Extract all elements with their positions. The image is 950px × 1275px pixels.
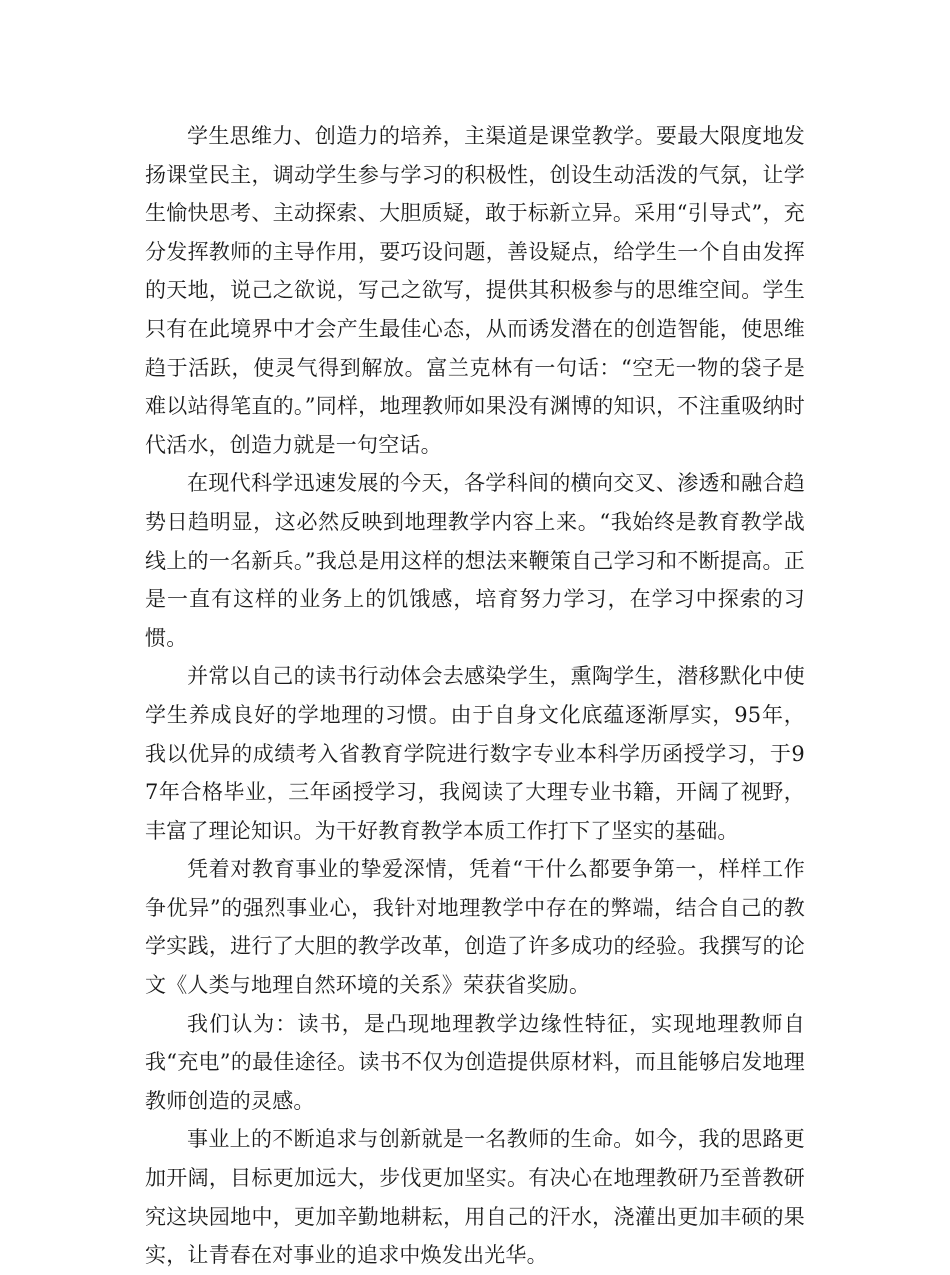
paragraph-5: 我们认为：读书，是凸现地理教学边缘性特征，实现地理教师自我“充电”的最佳途径。读书不仅为创造提供原材料，而且能够启发地理教师创造的灵感。 — [145, 1011, 805, 1113]
paragraph-6: 事业上的不断追求与创新就是一名教师的生命。如今，我的思路更加开阔，目标更加远大，步伐更加坚实。有决心在地理教研乃至普教研究这块园地中，更加辛勤地耕耘，用自己的汗水，浇灌出更加丰硕的果实，让青春在对事业的追求中焕发出光华。 — [145, 1127, 805, 1268]
paragraph-4: 凭着对教育事业的挚爱深情，凭着“干什么都要争第一，样样工作争优异”的强烈事业心，我针对地理教学中存在的弊端，结合自己的教学实践，进行了大胆的教学改革，创造了许多成功的经验。我撰写的论文《人类与地理自然环境的关系》荣获省奖励。 — [145, 857, 805, 998]
document-body — [145, 117, 805, 1275]
paragraph-3: 并常以自己的读书行动体会去感染学生，熏陶学生，潜移默化中使学生养成良好的学地理的习惯。由于自身文化底蕴逐渐厚实，95年，我以优异的成绩考入省教育学院进行数字专业本科学历函授学习，于97年合格毕业，三年函授学习，我阅读了大理专业书籍，开阔了视野，丰富了理论知识。为干好教育教学本质工作打下了坚实的基础。 — [145, 664, 805, 843]
paragraph-2: 在现代科学迅速发展的今天，各学科间的横向交叉、渗透和融合趋势日趋明显，这必然反映到地理教学内容上来。“我始终是教育教学战线上的一名新兵。”我总是用这样的想法来鞭策自己学习和不断提高。正是一直有这样的业务上的饥饿感，培育努力学习，在学习中探索的习惯。 — [145, 471, 805, 650]
paragraph-1: 学生思维力、创造力的培养，主渠道是课堂教学。要最大限度地发扬课堂民主，调动学生参与学习的积极性，创设生动活泼的气氛，让学生愉快思考、主动探索、大胆质疑，敢于标新立异。采用“引导式”，充分发挥教师的主导作用，要巧设问题，善设疑点，给学生一个自由发挥的天地，说己之欲说，写己之欲写，提供其积极参与的思维空间。学生只有在此境界中才会产生最佳心态，从而诱发潜在的创造智能，使思维趋于活跃，使灵气得到解放。富兰克林有一句话：“空无一物的袋子是难以站得笔直的。”同样，地理教师如果没有渊博的知识，不注重吸纳时代活水，创造力就是一句空话。 — [145, 124, 805, 457]
